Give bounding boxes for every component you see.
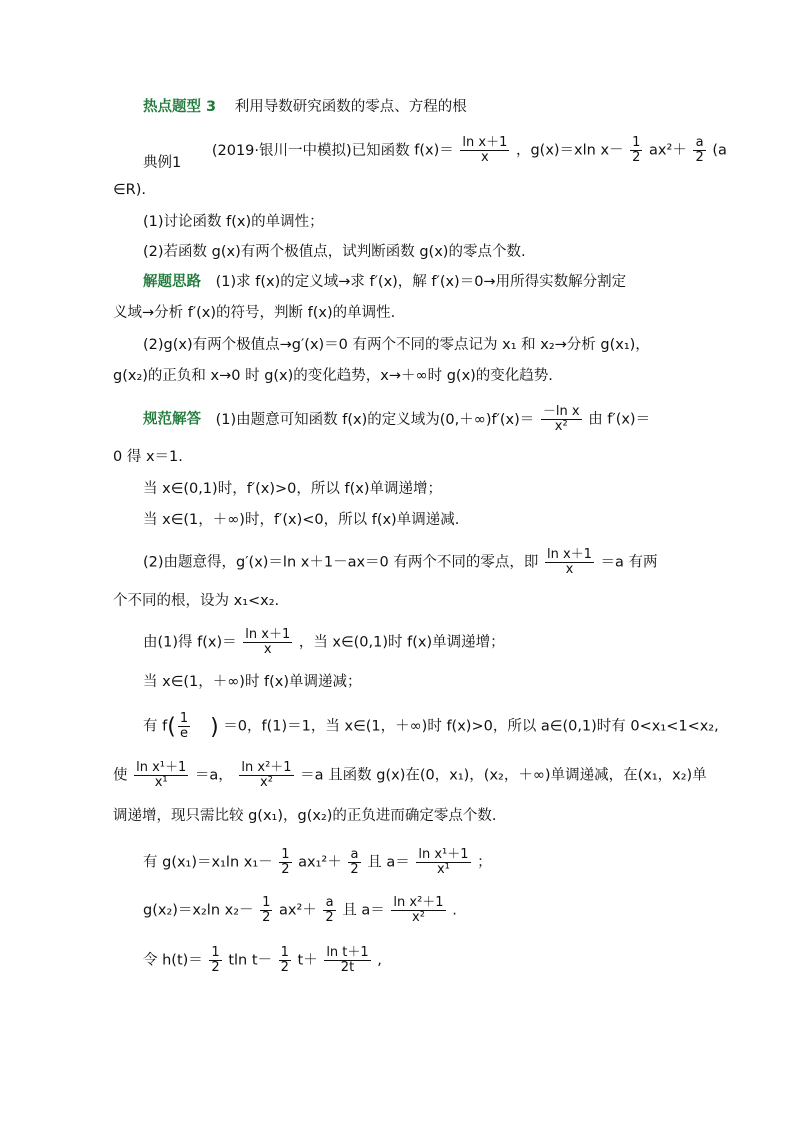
example-label: 典例1 [143, 154, 182, 171]
solution-s12-fraction: $\frac{\text{ln x¹＋1}}{\text{x¹}}$ [418, 847, 469, 877]
solution-s9-fraction: $\frac{1}{e}$ [179, 711, 189, 741]
solution-line-7: 由(1)得 f(x)＝ $\frac{\text{ln x＋1}}{x}$ ，当 x∈(0,1)时 f(x)单调递增； [143, 627, 505, 657]
idea-label: 解题思路 [143, 274, 201, 290]
example-gx: ，g(x)＝xln x－ [515, 142, 624, 159]
heading-label: 热点题型 3 [143, 99, 217, 115]
solution-label: 规范解答 [143, 411, 201, 428]
solution-s10-fraction-2: $\frac{\text{ln x²＋1}}{\text{x²}}$ [241, 760, 292, 790]
solution-s7-fraction: $\frac{\text{ln x＋1}}{x}$ [245, 627, 291, 657]
solution-s14-fraction: $\frac{\text{ln t＋1}}{2t}$ [326, 945, 369, 975]
question-1: (1)讨论函数 f(x)的单调性； [143, 214, 324, 230]
solution-line-6: 个不同的根，设为 x₁<x₂. [113, 593, 280, 609]
example-cont: ∈R). [113, 182, 146, 198]
example-fx: f(x)＝ [414, 142, 454, 159]
example-half-fraction: $\frac{1}{2}$ [632, 135, 641, 165]
solution-line-1: 规范解答 (1)由题意可知函数 f(x)的定义域为(0,＋∞)f′(x)＝ $\frac{\text{－ln x}}{\text{x²}}$ 由 f′(x)＝ [143, 404, 651, 434]
solution-line-10: 使 $\frac{\text{ln x¹＋1}}{\text{x¹}}$ ＝a， $\frac{\text{ln x²＋1}}{\text{x²}}$ ＝a 且函数 g(x)在(0，x₁)，(x₂，＋∞)单调递减，在(x₁，x₂)单 [113, 760, 707, 790]
idea-line-4: g(x₂)的正负和 x→0 时 g(x)的变化趋势，x→＋∞时 g(x)的变化趋势. [113, 368, 553, 384]
solution-line-14: 令 h(t)＝ $\frac{1}{2}$ tln t－ $\frac{1}{2}$ t＋ $\frac{\text{ln t＋1}}{2t}$ , [143, 945, 382, 975]
solution-line-2: 0 得 x＝1. [113, 449, 183, 465]
example-a2-fraction: $\frac{a}{2}$ [695, 135, 704, 165]
example-source: (2019·银川一中模拟)已知函数 [211, 142, 410, 159]
solution-line-8: 当 x∈(1，＋∞)时 f(x)单调递减； [143, 674, 362, 690]
idea-line-1: 解题思路 (1)求 f(x)的定义域→求 f′(x)，解 f′(x)＝0→用所得实数解分割定 [143, 274, 627, 290]
example-fx-fraction: $\frac{\text{ln x＋1}}{x}$ [462, 135, 508, 165]
example-tail: (a [712, 142, 727, 159]
solution-derivative-fraction: $\frac{\text{－ln x}}{\text{x²}}$ [542, 404, 580, 434]
solution-line-3: 当 x∈(0,1)时，f′(x)>0，所以 f(x)单调递增； [143, 481, 442, 497]
solution-s10-fraction-1: $\frac{\text{ln x¹＋1}}{\text{x¹}}$ [136, 760, 187, 790]
solution-s5-fraction: $\frac{\text{ln x＋1}}{x}$ [546, 547, 592, 577]
solution-line-11: 调递增，现只需比较 g(x₁)，g(x₂)的正负进而确定零点个数. [113, 808, 497, 824]
solution-line-9: 有 f( $\frac{1}{e}$ ) ＝0，f(1)＝1，当 x∈(1，＋∞)时 f(x)>0，所以 a∈(0,1)时有 0<x₁<1<x₂, [143, 711, 719, 741]
question-2: (2)若函数 g(x)有两个极值点，试判断函数 g(x)的零点个数. [143, 244, 526, 260]
solution-line-12: 有 g(x₁)＝x₁ln x₁－ $\frac{1}{2}$ ax₁²＋ $\frac{a}{2}$ 且 a＝ $\frac{\text{ln x¹＋1}}{\text{x¹}}$ ； [143, 847, 492, 877]
example-ax2: ax²＋ [649, 142, 687, 159]
idea-line-2: 义域→分析 f′(x)的符号，判断 f(x)的单调性. [113, 305, 396, 321]
solution-s13-fraction: $\frac{\text{ln x²＋1}}{\text{x²}}$ [393, 895, 444, 925]
section-heading [143, 97, 467, 117]
solution-line-5: (2)由题意得，g′(x)＝ln x＋1－ax＝0 有两个不同的零点，即 $\frac{\text{ln x＋1}}{x}$ ＝a 有两 [143, 547, 658, 577]
solution-line-4: 当 x∈(1，＋∞)时，f′(x)<0，所以 f(x)单调递减. [143, 512, 460, 528]
heading-title: 利用导数研究函数的零点、方程的根 [234, 99, 467, 115]
solution-line-13: g(x₂)＝x₂ln x₂－ $\frac{1}{2}$ ax²＋ $\frac{a}{2}$ 且 a＝ $\frac{\text{ln x²＋1}}{\text{x²}}$ . [143, 895, 457, 925]
idea-line-3: (2)g(x)有两个极值点→g′(x)＝0 有两个不同的零点记为 x₁ 和 x₂→分析 g(x₁)， [143, 337, 650, 353]
example-line [143, 135, 727, 171]
